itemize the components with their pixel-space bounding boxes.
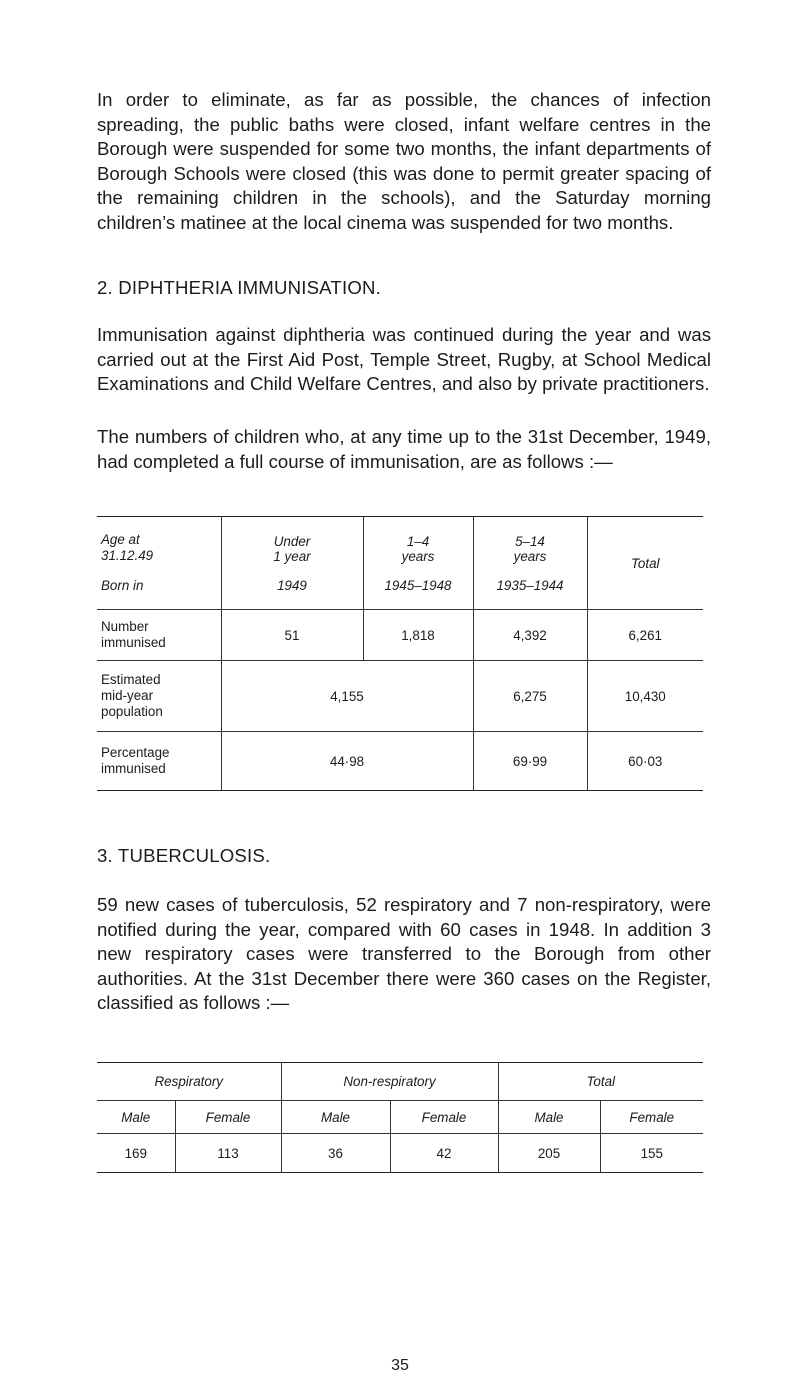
cell-percentage-under-5: 44·98: [221, 732, 473, 791]
sub-header-male: Male: [281, 1101, 390, 1134]
immunisation-table: [97, 516, 703, 791]
page-number: 35: [391, 1357, 409, 1374]
diphtheria-paragraph-2: The numbers of children who, at any time up to the 31st December, 1949, had completed a full course of immunisation, are as follows :—: [97, 426, 711, 472]
cell-immunised-5-14: 4,392: [473, 610, 587, 661]
sub-header-female: Female: [175, 1101, 281, 1134]
section-heading-diphtheria: 2. DIPHTHERIA IMMUNISATION.: [97, 277, 381, 298]
tb-sub-header-row: [97, 1101, 703, 1134]
cell-percentage-total: 60·03: [587, 732, 703, 791]
cell-population-under-5: 4,155: [221, 661, 473, 732]
section-heading-tuberculosis: 3. TUBERCULOSIS.: [97, 845, 271, 866]
row-label-percentage: Percentage immunised: [97, 732, 221, 791]
row-label-population: Estimated mid-year population: [97, 661, 221, 732]
cell-population-5-14: 6,275: [473, 661, 587, 732]
cell-population-total: 10,430: [587, 661, 703, 732]
col-header-total: Total: [587, 517, 703, 610]
cell-resp-male: 169: [97, 1134, 175, 1173]
tb-group-header-row: [97, 1063, 703, 1101]
cell-immunised-total: 6,261: [587, 610, 703, 661]
tuberculosis-paragraph: 59 new cases of tuberculosis, 52 respiratory and 7 non-respiratory, were notified during the year, compared with 60 cases in 1948. In addition 3 new respiratory cases were transferred to the Borough from other authorities. At the 31st December there were 360 cases on the Register, classified as follows :—: [97, 894, 711, 1014]
tuberculosis-table: [97, 1062, 703, 1173]
age-header: Age at 31.12.49 Born in: [101, 532, 154, 593]
immunisation-header-row: [97, 517, 703, 610]
col-header-1-4: 1–4 years 1945–1948: [363, 517, 473, 610]
cell-immunised-1-4: 1,818: [363, 610, 473, 661]
cell-percentage-5-14: 69·99: [473, 732, 587, 791]
table-row: [97, 661, 703, 732]
cell-total-male: 205: [498, 1134, 600, 1173]
diphtheria-paragraph-1: Immunisation against diphtheria was continued during the year and was carried out at the First Aid Post, Temple Street, Rugby, at School Medical Examinations and Child Welfare Centres, and also by private practitioners.: [97, 324, 711, 395]
table-row: [97, 732, 703, 791]
group-header-total: Total: [498, 1063, 703, 1101]
cell-nonresp-male: 36: [281, 1134, 390, 1173]
cell-total-female: 155: [600, 1134, 703, 1173]
group-header-respiratory: Respiratory: [154, 1074, 223, 1089]
intro-paragraph: In order to eliminate, as far as possible, the chances of infection spreading, the public baths were closed, infant welfare centres in the Borough were suspended for some two months, the infant departments of Borough Schools were closed (this was done to permit greater spacing of the remaining children in the schools), and the Saturday morning children’s matinee at the local cinema was suspended for two months.: [97, 89, 711, 233]
sub-header-male: Male: [97, 1101, 175, 1134]
table-row: [97, 1134, 703, 1173]
sub-header-female: Female: [600, 1101, 703, 1134]
sub-header-female: Female: [390, 1101, 498, 1134]
table-row: [97, 610, 703, 661]
cell-immunised-under-1: 51: [221, 610, 363, 661]
row-label-immunised: Number immunised: [97, 610, 221, 661]
col-header-under-1: Under 1 year 1949: [221, 517, 363, 610]
sub-header-male: Male: [498, 1101, 600, 1134]
cell-nonresp-female: 42: [390, 1134, 498, 1173]
col-header-5-14: 5–14 years 1935–1944: [473, 517, 587, 610]
cell-resp-female: 113: [175, 1134, 281, 1173]
group-header-non-respiratory: Non-respiratory: [281, 1063, 498, 1101]
